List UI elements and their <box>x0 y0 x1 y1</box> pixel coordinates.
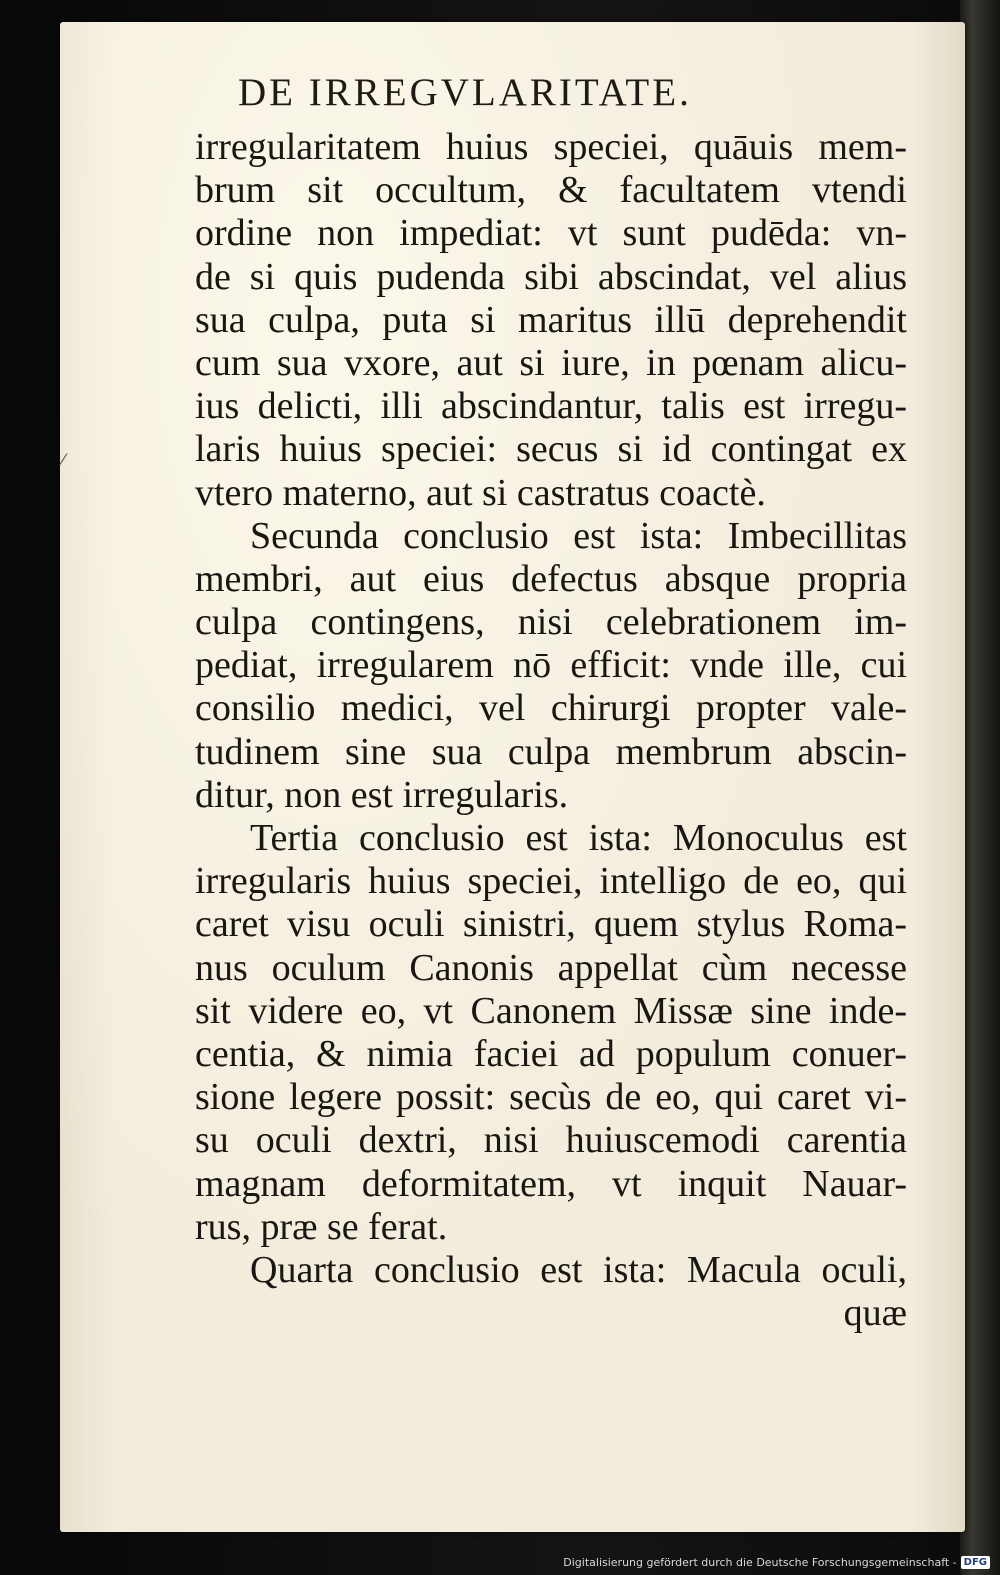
text-line: irregularis huius speciei, intelligo de eo, qui <box>195 860 907 903</box>
text-line: pediat, irregularem nō efficit: vnde ille, cui <box>195 644 907 687</box>
catchword: quæ <box>843 1292 907 1335</box>
dfg-logo: DFG <box>961 1556 990 1569</box>
paragraph-start-line: Secunda conclusio est ista: Imbecillitas <box>250 514 907 557</box>
text-line: sit videre eo, vt Canonem Missæ sine inde- <box>195 989 907 1032</box>
text-line: sua culpa, puta si maritus illū deprehendit <box>195 298 907 341</box>
text-line: laris huius speciei: secus si id contingat ex <box>195 428 907 471</box>
text-line: cum sua vxore, aut si iure, in pœnam alicu- <box>195 341 907 384</box>
text-line: membri, aut eius defectus absque propria <box>195 557 907 600</box>
paragraph-start-line: Quarta conclusio est ista: Macula oculi, <box>250 1248 907 1291</box>
text-line: caret visu oculi sinistri, quem stylus Roma- <box>195 903 907 946</box>
digitization-credit <box>563 1553 990 1571</box>
text-line: centia, & nimia faciei ad populum conuer- <box>195 1032 907 1075</box>
credit-text: Digitalisierung gefördert durch die Deutsche Forschungsgemeinschaft - <box>563 1555 957 1569</box>
text-line: brum sit occultum, & facultatem vtendi <box>195 169 907 212</box>
running-head: DE IRREGVLARITATE. <box>238 71 692 114</box>
text-line: irregularitatem huius speciei, quāuis mem- <box>195 126 907 168</box>
text-line: sione legere possit: secùs de eo, qui caret vi- <box>195 1076 907 1119</box>
text-line: ius delicti, illi abscindantur, talis est irregu- <box>195 385 907 428</box>
text-line: ordine non impediat: vt sunt pudēda: vn- <box>195 212 907 255</box>
body-text <box>195 126 907 1335</box>
book-edge <box>960 0 1000 1575</box>
text-line: vtero materno, aut si castratus coactè. <box>195 471 766 514</box>
text-line: ditur, non est irregularis. <box>195 773 569 816</box>
text-line: consilio medici, vel chirurgi propter vale- <box>195 687 907 730</box>
text-line: nus oculum Canonis appellat cùm necesse <box>195 946 907 989</box>
text-line: tudinem sine sua culpa membrum abscin- <box>195 730 907 773</box>
margin-mark: ⁄ <box>62 450 65 469</box>
text-line: su oculi dextri, nisi huiuscemodi carentia <box>195 1119 907 1162</box>
text-line: magnam deformitatem, vt inquit Nauar- <box>195 1162 907 1205</box>
text-line: de si quis pudenda sibi abscindat, vel alius <box>195 255 907 298</box>
text-line: culpa contingens, nisi celebrationem im- <box>195 601 907 644</box>
paragraph-start-line: Tertia conclusio est ista: Monoculus est <box>250 817 907 859</box>
text-line: rus, præ se ferat. <box>195 1205 448 1248</box>
